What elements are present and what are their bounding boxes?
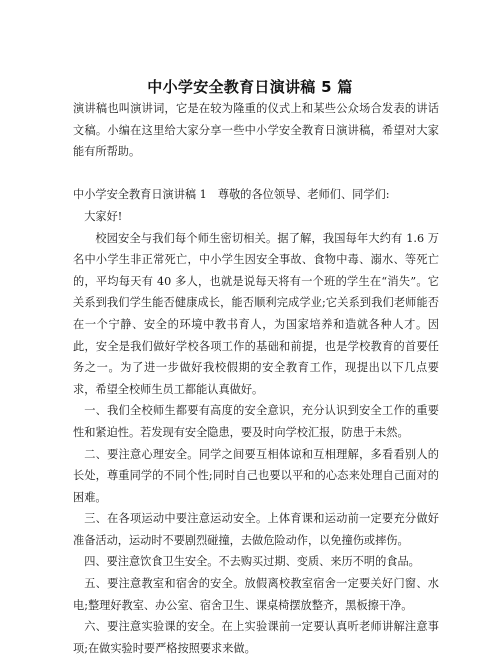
- body-paragraph: 五、要注意教室和宿舍的安全。放假离校教室宿舍一定要关好门窗、水电;整理好教室、办公室、宿舍卫生、课桌椅摆放整齐，黑板擦干净。: [73, 577, 439, 612]
- intro-paragraph: 演讲稿也叫演讲词，它是在较为隆重的仪式上和某些公众场合发表的讲话文稿。小编在这里给大家分享一些中小学安全教育日演讲稿，希望对大家能有所帮助。: [73, 102, 439, 159]
- speech-heading-line: 中小学安全教育日演讲稿 1 尊敬的各位领导、老师们、同学们:: [73, 188, 390, 202]
- body-paragraph: 二、要注意心理安全。同学之间要互相体谅和互相理解，多看看别人的长处，尊重同学的不同个性;同时自己也要以平和的心态来处理自己面对的困难。: [73, 447, 439, 504]
- document-title: 中小学安全教育日演讲稿 5 篇: [147, 78, 353, 96]
- body-paragraph: 一、我们全校师生都要有高度的安全意识，充分认识到安全工作的重要性和紧迫性。若发现有安全隐患，要及时向学校汇报，防患于未然。: [73, 404, 439, 439]
- body-paragraph: 校园安全与我们每个师生密切相关。据了解，我国每年大约有 1.6 万名中小学生非正常死亡，中小学生因安全事故、食物中毒、溺水、等死亡的，平均每天有 40 多人，也就是说每天将有一个班的学生在“消失”。它关系到我们学生能否健康成长，能否顺利完成学业;它关系到我们老师能否在一个宁静、安全的环境中教书育人，为国家培养和造就各种人才。因此，安全是我们做好学校各项工作的基础和前提，也是学校教育的首要任务之一。为了进一步做好我校假期的安全教育工作，现提出以下几点要求，希望全校师生员工都能认真做好。: [73, 231, 439, 396]
- greeting: 大家好!: [84, 209, 123, 223]
- body-paragraph: 六、要注意实验课的安全。在上实验课前一定要认真听老师讲解注意事项;在做实验时要严格按照要求来做。: [73, 620, 439, 655]
- body-paragraph: 三、在各项运动中要注意运动安全。上体育课和运动前一定要充分做好准备活动，运动时不要剧烈碰撞，去做危险动作，以免撞伤或摔伤。: [73, 512, 439, 547]
- document-body: [73, 98, 439, 659]
- body-paragraph: 四、要注意饮食卫生安全。不去购买过期、变质、来历不明的食品。: [84, 555, 420, 569]
- paragraph-gap: [73, 163, 439, 185]
